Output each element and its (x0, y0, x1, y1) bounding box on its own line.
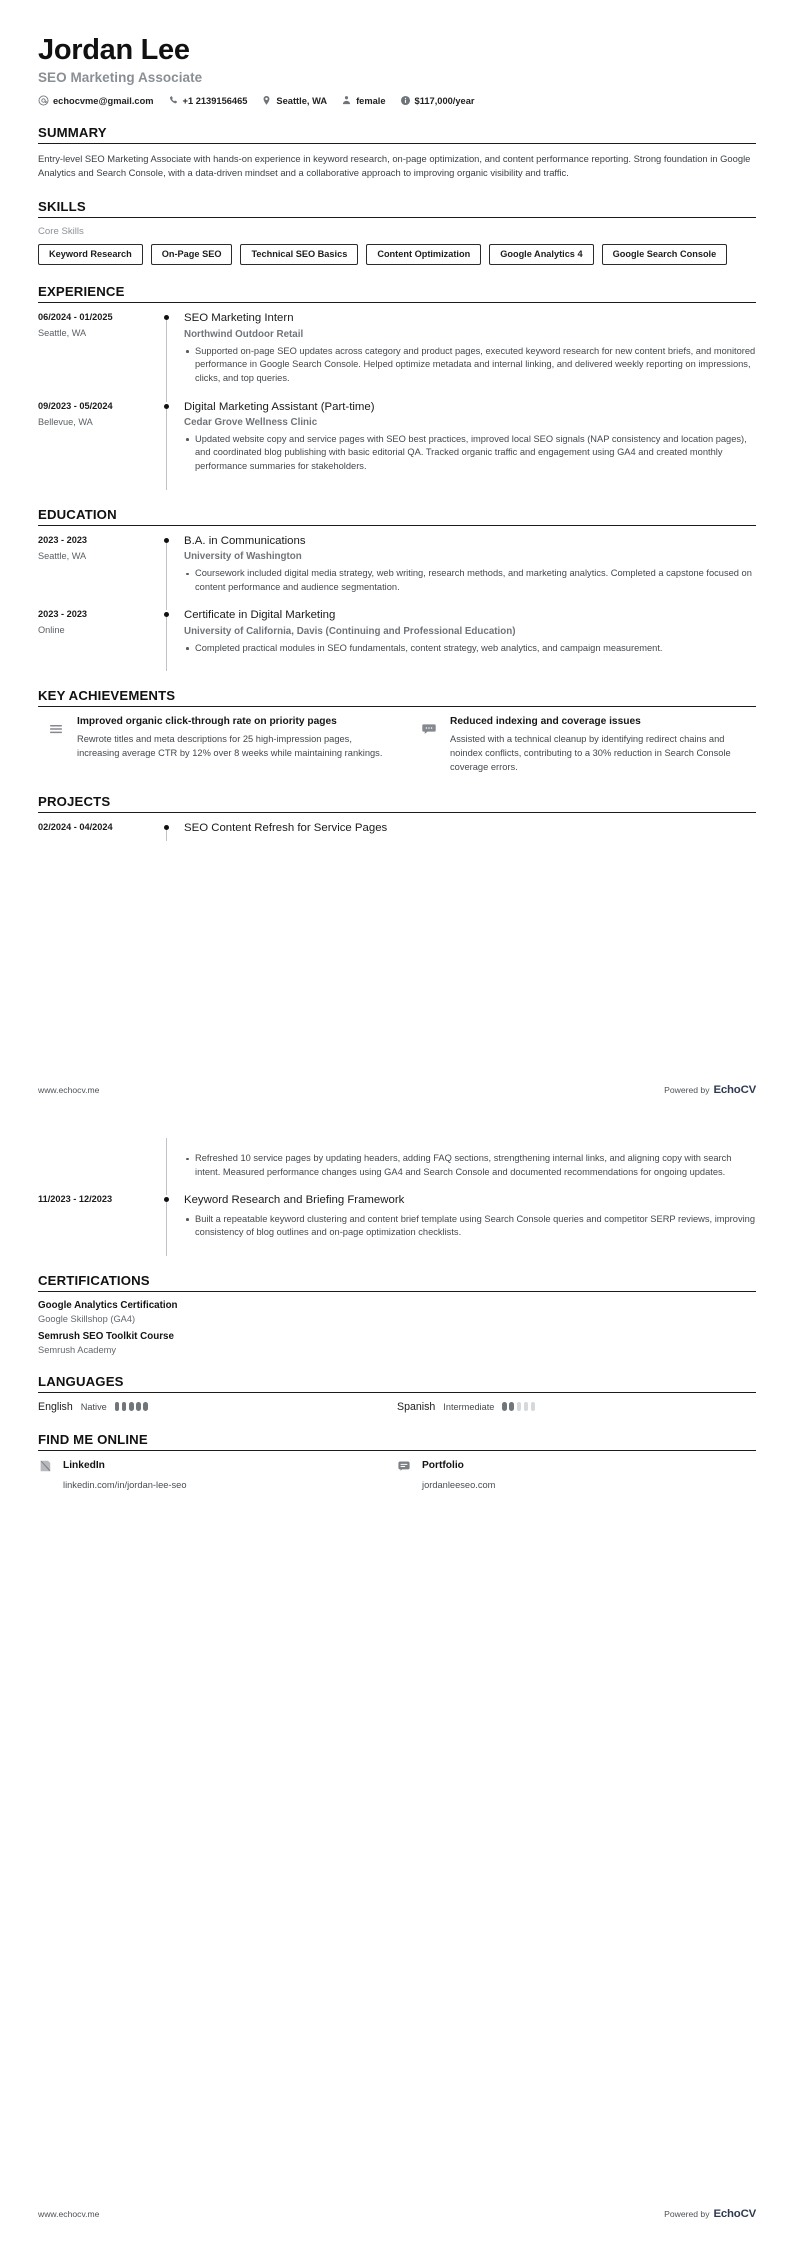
entry-organization: Northwind Outdoor Retail (184, 328, 304, 340)
entry-bullets (184, 1152, 756, 1179)
entry-body (184, 1193, 756, 1254)
project-title: SEO Content Refresh for Service Pages (184, 821, 388, 834)
section-title-projects: PROJECTS (38, 793, 111, 809)
timeline-line (166, 409, 167, 490)
online-link-head (397, 1459, 756, 1473)
footer-branding (664, 1084, 756, 1096)
achievement-text (450, 715, 756, 774)
entry-bullet: Updated website copy and service pages with SEO best practices, improved local SEO signals (NAP consistency and location pages), and coordinated blog publishing with basic editorial QA. Tracked organic traffic and engagement using GA4 and created monthly performance summaries for stakeholders. (184, 433, 756, 474)
language-item (397, 1401, 756, 1413)
section-title-certifications: CERTIFICATIONS (38, 1272, 150, 1288)
entry-bullets (184, 642, 756, 656)
language-level: Native (80, 1401, 107, 1412)
section-projects-continued (38, 1152, 756, 1254)
timeline-line (166, 1138, 167, 1195)
achievement-card (411, 715, 756, 774)
entry-bullets (184, 567, 756, 594)
online-link-url[interactable]: jordanleeseo.com (422, 1479, 496, 1490)
section-title-key-achievements: KEY ACHIEVEMENTS (38, 688, 176, 704)
contact-phone-value: +1 2139156465 (182, 95, 248, 106)
entry-meta (38, 608, 158, 669)
timeline-line (166, 543, 167, 611)
page-footer (38, 1084, 756, 1096)
footer-brand-name: EchoCV (713, 2208, 756, 2220)
contact-phone (168, 95, 248, 106)
email-icon (38, 95, 49, 106)
entry-role: Digital Marketing Assistant (Part-time) (184, 400, 375, 413)
section-summary (38, 125, 756, 180)
contact-email (38, 95, 154, 106)
portfolio-chat-icon (397, 1459, 413, 1473)
section-title-experience: EXPERIENCE (38, 284, 125, 300)
entry-location: Seattle, WA (38, 550, 87, 561)
timeline-rail (158, 311, 184, 399)
footer-branding (664, 2208, 756, 2220)
timeline-rail (158, 1152, 184, 1193)
entry-date: 02/2024 - 04/2024 (38, 821, 113, 832)
skills-group-label: Core Skills (38, 226, 84, 238)
entry-meta (38, 1193, 158, 1254)
entry-meta (38, 821, 158, 847)
timeline-rail (158, 821, 184, 847)
achievement-card (38, 715, 383, 774)
entry-body (184, 534, 756, 609)
entry-meta (38, 1152, 158, 1193)
entry-meta (38, 534, 158, 609)
resume-page-1 (0, 0, 794, 1122)
achievements-grid (38, 715, 756, 774)
education-entry (38, 608, 756, 669)
experience-entry (38, 311, 756, 399)
certification-item (38, 1331, 756, 1355)
experience-entry (38, 400, 756, 488)
timeline-line (166, 1202, 167, 1256)
entry-bullet: Built a repeatable keyword clustering and content brief template using Search Console queries and competitor SERP reviews, improving consistency of blog outlines and on-page optimization checklists. (184, 1213, 756, 1240)
contact-salary (400, 95, 475, 106)
timeline-rail (158, 608, 184, 669)
entry-location: Seattle, WA (38, 328, 87, 339)
section-divider (38, 706, 756, 707)
phone-icon (168, 95, 179, 106)
section-projects (38, 794, 756, 847)
certification-item (38, 1300, 756, 1324)
resume-page-2 (0, 1122, 794, 2246)
timeline-line (166, 830, 167, 841)
entry-degree: Certificate in Digital Marketing (184, 609, 336, 622)
certification-name: Google Analytics Certification (38, 1299, 178, 1311)
entry-date: 2023 - 2023 (38, 609, 88, 620)
online-link-head (38, 1459, 397, 1473)
skill-chip: Keyword Research (38, 244, 143, 265)
achievement-description: Assisted with a technical cleanup by identifying redirect chains and noindex conflicts, contributing to a 30% reduction in Search Console coverage errors. (450, 733, 731, 772)
project-entry (38, 821, 756, 847)
entry-date: 2023 - 2023 (38, 534, 88, 545)
online-link-label: Portfolio (422, 1460, 464, 1472)
section-divider (38, 143, 756, 144)
entry-body (184, 608, 756, 669)
section-languages (38, 1374, 756, 1413)
language-item (38, 1401, 397, 1413)
linkedin-icon (38, 1459, 54, 1473)
section-title-skills: SKILLS (38, 199, 86, 215)
entry-meta (38, 400, 158, 488)
footer-brand-name: EchoCV (713, 1084, 756, 1096)
contact-gender-value: female (356, 95, 386, 106)
achievement-text (77, 715, 383, 774)
online-link-linkedin[interactable] (38, 1459, 397, 1490)
candidate-name: Jordan Lee (38, 34, 190, 66)
language-name: Spanish (397, 1400, 436, 1413)
achievement-title: Reduced indexing and coverage issues (450, 716, 641, 728)
entry-bullets (184, 1213, 756, 1240)
section-title-languages: LANGUAGES (38, 1373, 124, 1389)
project-entry-continued (38, 1152, 756, 1193)
footer-powered-by-label: Powered by (664, 1085, 710, 1095)
section-divider (38, 812, 756, 813)
page-footer (38, 2208, 756, 2220)
achievement-description: Rewrote titles and meta descriptions for 25 high-impression pages, increasing average CTR by 12% over 8 weeks while maintaining rankings. (77, 733, 383, 758)
education-entry (38, 534, 756, 609)
person-icon (341, 95, 352, 106)
section-experience (38, 284, 756, 487)
section-divider (38, 1450, 756, 1451)
entry-bullet: Completed practical modules in SEO fundamentals, content strategy, web analytics, and campaign measurement. (184, 642, 756, 656)
entry-date: 06/2024 - 01/2025 (38, 312, 113, 323)
entry-date: 09/2023 - 05/2024 (38, 400, 113, 411)
project-title: Keyword Research and Briefing Framework (184, 1194, 405, 1207)
footer-website: www.echocv.me (38, 1085, 100, 1095)
list-lines-icon (48, 715, 66, 774)
resume-header (38, 34, 756, 106)
chat-bubble-icon (421, 715, 439, 774)
language-name: English (38, 1400, 73, 1413)
section-skills (38, 199, 756, 265)
location-pin-icon (261, 95, 272, 106)
skill-chip: On-Page SEO (151, 244, 233, 265)
contact-email-value: echocvme@gmail.com (53, 95, 154, 106)
entry-bullets (184, 433, 756, 474)
entry-meta (38, 311, 158, 399)
entry-degree: B.A. in Communications (184, 534, 306, 547)
footer-website: www.echocv.me (38, 2209, 100, 2219)
section-title-education: EDUCATION (38, 506, 117, 522)
entry-body (184, 821, 756, 847)
language-level: Intermediate (443, 1401, 495, 1412)
entry-body (184, 311, 756, 399)
language-proficiency-dots (502, 1402, 535, 1411)
contact-gender (341, 95, 385, 106)
online-link-portfolio[interactable] (397, 1459, 756, 1490)
languages-grid (38, 1401, 756, 1413)
section-divider (38, 1392, 756, 1393)
certification-issuer: Google Skillshop (GA4) (38, 1313, 136, 1324)
online-links-grid (38, 1459, 756, 1490)
section-key-achievements (38, 688, 756, 774)
section-find-me-online (38, 1432, 756, 1490)
contact-salary-value: $117,000/year (414, 95, 475, 106)
section-divider (38, 1291, 756, 1292)
online-link-label: LinkedIn (63, 1460, 105, 1472)
entry-organization: Cedar Grove Wellness Clinic (184, 416, 318, 428)
project-entry (38, 1193, 756, 1254)
entry-bullet: Refreshed 10 service pages by updating headers, adding FAQ sections, strengthening internal links, and aligning copy with search intent. Measured performance changes using GA4 and Search Console and documented recommendations for ongoing updates. (184, 1152, 756, 1179)
online-link-url[interactable]: linkedin.com/in/jordan-lee-seo (63, 1479, 187, 1490)
contact-row (38, 95, 756, 106)
contact-location (261, 95, 327, 106)
info-icon (400, 95, 411, 106)
section-divider (38, 525, 756, 526)
timeline-rail (158, 534, 184, 609)
entry-role: SEO Marketing Intern (184, 312, 294, 325)
skills-chip-list (38, 244, 756, 265)
timeline-line (166, 617, 167, 671)
timeline-line (166, 320, 167, 401)
contact-location-value: Seattle, WA (276, 95, 328, 106)
skill-chip: Google Analytics 4 (489, 244, 593, 265)
entry-body (184, 1152, 756, 1193)
skill-chip: Technical SEO Basics (240, 244, 358, 265)
entry-date: 11/2023 - 12/2023 (38, 1194, 113, 1205)
section-divider (38, 302, 756, 303)
entry-institution: University of Washington (184, 551, 302, 563)
summary-text: Entry-level SEO Marketing Associate with hands-on experience in keyword research, on-page optimization, and content performance reporting. Strong foundation in Google Analytics and Search Console, with a data-driven mindset and a collaborative approach to improving organic visibility and traffic. (38, 153, 751, 179)
entry-body (184, 400, 756, 488)
timeline-rail (158, 400, 184, 488)
candidate-job-title: SEO Marketing Associate (38, 70, 203, 86)
achievement-title: Improved organic click-through rate on priority pages (77, 716, 337, 728)
section-title-find-me-online: FIND ME ONLINE (38, 1431, 148, 1447)
skill-chip: Google Search Console (602, 244, 728, 265)
skill-chip: Content Optimization (366, 244, 481, 265)
entry-location: Online (38, 625, 65, 636)
language-proficiency-dots (115, 1402, 148, 1411)
certification-name: Semrush SEO Toolkit Course (38, 1330, 174, 1342)
entry-location: Bellevue, WA (38, 416, 93, 427)
entry-bullets (184, 345, 756, 386)
timeline-rail (158, 1193, 184, 1254)
section-certifications (38, 1273, 756, 1355)
entry-institution: University of California, Davis (Continuing and Professional Education) (184, 625, 516, 637)
entry-bullet: Supported on-page SEO updates across category and product pages, executed keyword research for new content briefs, and monitored performance in Google Search Console. Helped optimize metadata and internal linking, and delivered weekly reporting on impressions, clicks, and top queries. (184, 345, 756, 386)
certification-issuer: Semrush Academy (38, 1344, 117, 1355)
section-title-summary: SUMMARY (38, 125, 107, 141)
section-education (38, 507, 756, 669)
section-divider (38, 217, 756, 218)
entry-bullet: Coursework included digital media strategy, web writing, research methods, and marketing analytics. Completed a capstone focused on content performance and audience segmentation. (184, 567, 756, 594)
footer-powered-by-label: Powered by (664, 2209, 710, 2219)
